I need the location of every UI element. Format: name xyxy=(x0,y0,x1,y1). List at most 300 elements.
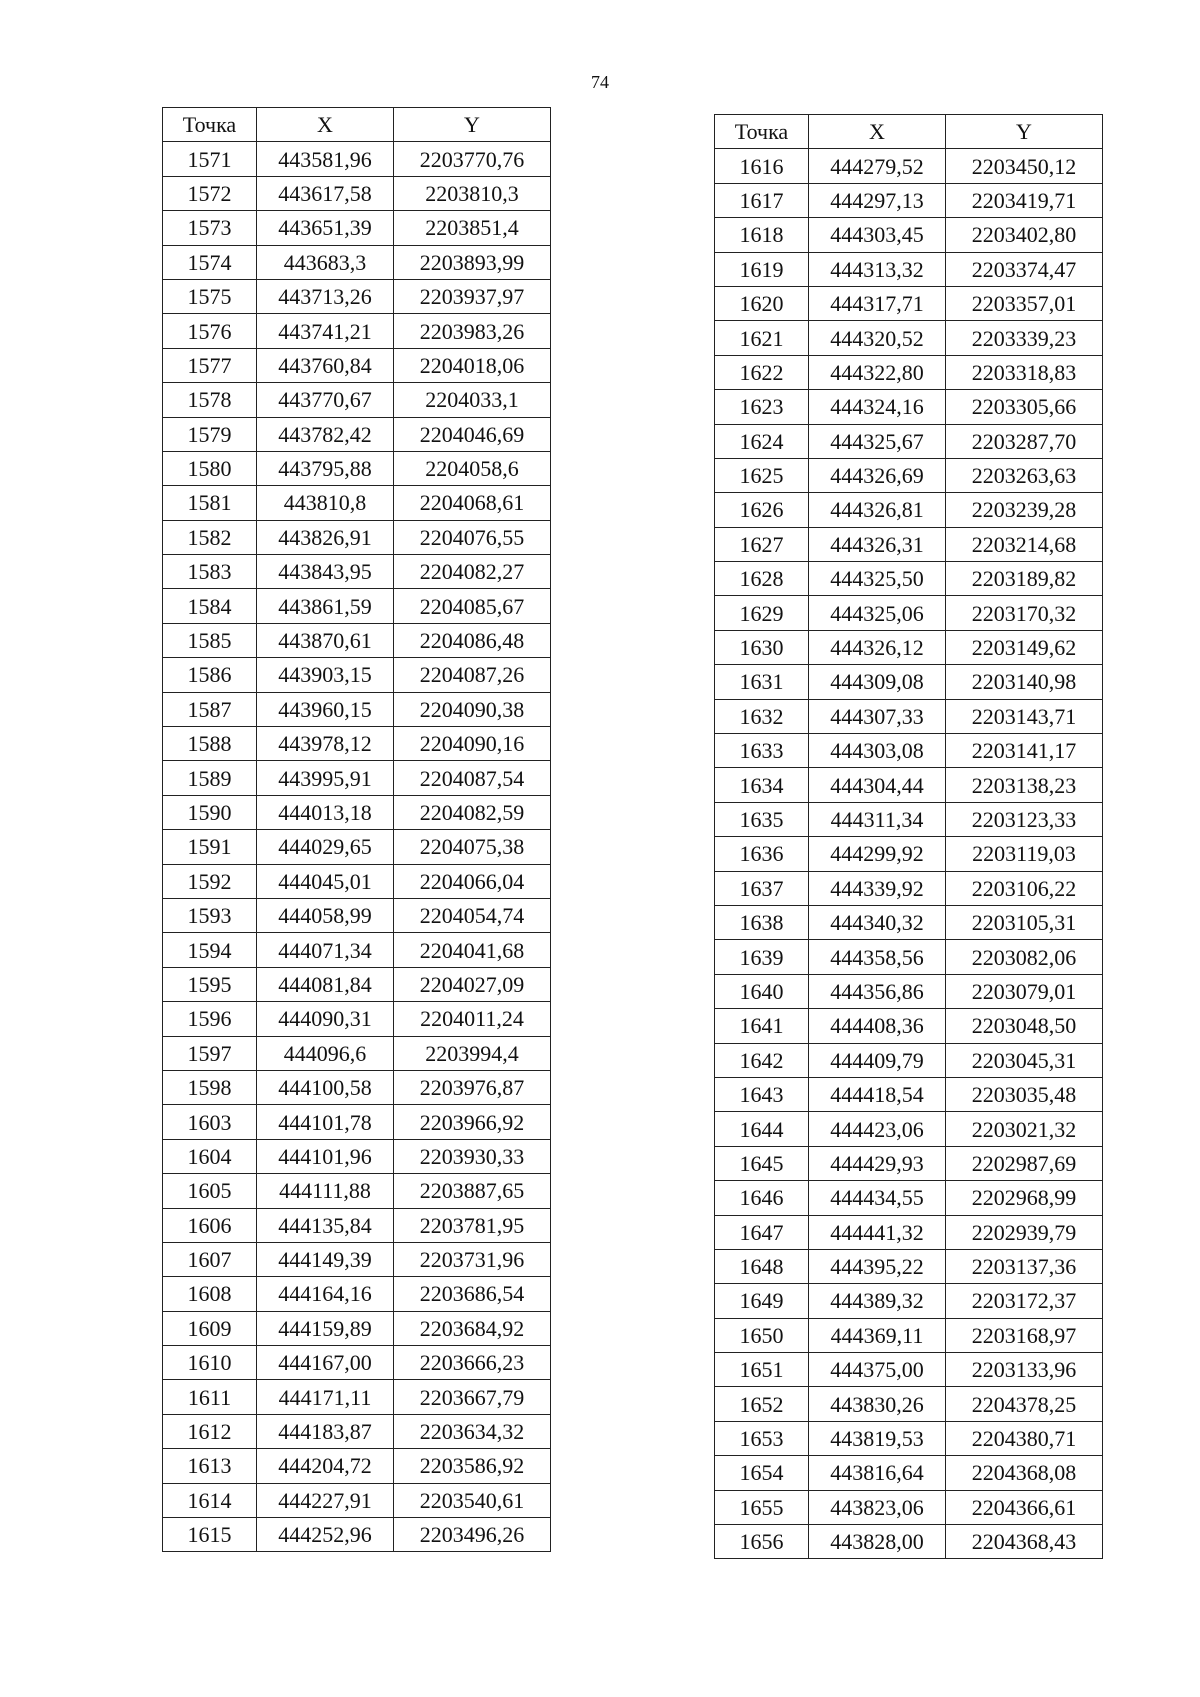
cell-point: 1636 xyxy=(715,837,809,871)
cell-y: 2203123,33 xyxy=(946,802,1103,836)
cell-y: 2204066,04 xyxy=(394,864,551,898)
cell-point: 1632 xyxy=(715,699,809,733)
table-row xyxy=(163,211,551,245)
cell-point: 1589 xyxy=(163,761,257,795)
header-x: X xyxy=(809,115,946,149)
cell-y: 2203357,01 xyxy=(946,286,1103,320)
cell-y: 2204368,08 xyxy=(946,1456,1103,1490)
cell-x: 444375,00 xyxy=(809,1353,946,1387)
cell-x: 444322,80 xyxy=(809,355,946,389)
cell-y: 2203048,50 xyxy=(946,1009,1103,1043)
cell-x: 444159,89 xyxy=(257,1311,394,1345)
cell-y: 2204086,48 xyxy=(394,623,551,657)
cell-y: 2203133,96 xyxy=(946,1353,1103,1387)
cell-point: 1629 xyxy=(715,596,809,630)
cell-point: 1634 xyxy=(715,768,809,802)
table-row xyxy=(715,458,1103,492)
cell-y: 2203189,82 xyxy=(946,562,1103,596)
table-row xyxy=(163,348,551,382)
cell-point: 1626 xyxy=(715,493,809,527)
cell-y: 2203496,26 xyxy=(394,1518,551,1552)
cell-y: 2203263,63 xyxy=(946,458,1103,492)
cell-point: 1625 xyxy=(715,458,809,492)
table-row xyxy=(163,727,551,761)
table-row xyxy=(163,1483,551,1517)
cell-x: 444326,12 xyxy=(809,630,946,664)
cell-x: 444409,79 xyxy=(809,1043,946,1077)
table-row xyxy=(715,871,1103,905)
cell-y: 2204075,38 xyxy=(394,830,551,864)
cell-point: 1576 xyxy=(163,314,257,348)
cell-y: 2203966,92 xyxy=(394,1105,551,1139)
table-row xyxy=(715,905,1103,939)
cell-x: 444389,32 xyxy=(809,1284,946,1318)
cell-point: 1622 xyxy=(715,355,809,389)
cell-x: 443843,95 xyxy=(257,555,394,589)
table-row xyxy=(715,321,1103,355)
cell-y: 2203305,66 xyxy=(946,390,1103,424)
cell-point: 1616 xyxy=(715,149,809,183)
cell-x: 443760,84 xyxy=(257,348,394,382)
cell-x: 443782,42 xyxy=(257,417,394,451)
cell-y: 2203318,83 xyxy=(946,355,1103,389)
header-point: Точка xyxy=(163,108,257,142)
cell-point: 1613 xyxy=(163,1449,257,1483)
cell-x: 444325,67 xyxy=(809,424,946,458)
cell-x: 444356,86 xyxy=(809,974,946,1008)
table-row xyxy=(163,795,551,829)
table-row xyxy=(715,1249,1103,1283)
cell-point: 1585 xyxy=(163,623,257,657)
cell-point: 1592 xyxy=(163,864,257,898)
table-header-row xyxy=(715,115,1103,149)
cell-y: 2203937,97 xyxy=(394,279,551,313)
table-row xyxy=(163,898,551,932)
cell-x: 444309,08 xyxy=(809,665,946,699)
cell-y: 2203686,54 xyxy=(394,1277,551,1311)
table-row xyxy=(163,451,551,485)
cell-x: 444101,78 xyxy=(257,1105,394,1139)
cell-x: 444204,72 xyxy=(257,1449,394,1483)
cell-point: 1627 xyxy=(715,527,809,561)
cell-x: 443581,96 xyxy=(257,142,394,176)
cell-point: 1645 xyxy=(715,1146,809,1180)
table-row xyxy=(163,1036,551,1070)
cell-point: 1594 xyxy=(163,933,257,967)
cell-x: 444299,92 xyxy=(809,837,946,871)
cell-point: 1583 xyxy=(163,555,257,589)
cell-point: 1639 xyxy=(715,940,809,974)
cell-point: 1603 xyxy=(163,1105,257,1139)
cell-y: 2204068,61 xyxy=(394,486,551,520)
cell-point: 1607 xyxy=(163,1242,257,1276)
cell-x: 444304,44 xyxy=(809,768,946,802)
cell-x: 443770,67 xyxy=(257,383,394,417)
cell-x: 443861,59 xyxy=(257,589,394,623)
cell-x: 444408,36 xyxy=(809,1009,946,1043)
cell-y: 2203810,3 xyxy=(394,176,551,210)
cell-y: 2203851,4 xyxy=(394,211,551,245)
table-row xyxy=(163,417,551,451)
cell-y: 2203402,80 xyxy=(946,218,1103,252)
cell-x: 444326,81 xyxy=(809,493,946,527)
table-row xyxy=(163,383,551,417)
cell-y: 2203374,47 xyxy=(946,252,1103,286)
cell-point: 1641 xyxy=(715,1009,809,1043)
table-row xyxy=(163,279,551,313)
cell-point: 1595 xyxy=(163,967,257,1001)
table-row xyxy=(163,1380,551,1414)
cell-y: 2204087,26 xyxy=(394,658,551,692)
table-row xyxy=(163,1070,551,1104)
cell-point: 1579 xyxy=(163,417,257,451)
table-row xyxy=(715,149,1103,183)
table-row xyxy=(163,761,551,795)
cell-y: 2203149,62 xyxy=(946,630,1103,664)
cell-point: 1578 xyxy=(163,383,257,417)
cell-point: 1590 xyxy=(163,795,257,829)
cell-point: 1652 xyxy=(715,1387,809,1421)
cell-point: 1656 xyxy=(715,1525,809,1559)
table-body-right xyxy=(715,149,1103,1559)
cell-x: 444369,11 xyxy=(809,1318,946,1352)
cell-point: 1640 xyxy=(715,974,809,1008)
cell-y: 2203419,71 xyxy=(946,183,1103,217)
cell-x: 444339,92 xyxy=(809,871,946,905)
cell-point: 1653 xyxy=(715,1421,809,1455)
cell-y: 2204011,24 xyxy=(394,1002,551,1036)
cell-y: 2204076,55 xyxy=(394,520,551,554)
header-y: Y xyxy=(394,108,551,142)
table-row xyxy=(715,527,1103,561)
cell-point: 1643 xyxy=(715,1077,809,1111)
cell-point: 1612 xyxy=(163,1414,257,1448)
cell-x: 443823,06 xyxy=(809,1490,946,1524)
table-row xyxy=(163,658,551,692)
cell-y: 2203339,23 xyxy=(946,321,1103,355)
cell-y: 2203106,22 xyxy=(946,871,1103,905)
cell-y: 2204054,74 xyxy=(394,898,551,932)
table-row xyxy=(163,967,551,1001)
cell-y: 2203770,76 xyxy=(394,142,551,176)
cell-y: 2204082,59 xyxy=(394,795,551,829)
cell-y: 2202968,99 xyxy=(946,1181,1103,1215)
table-row xyxy=(715,286,1103,320)
cell-x: 444101,96 xyxy=(257,1139,394,1173)
cell-point: 1605 xyxy=(163,1174,257,1208)
cell-x: 444358,56 xyxy=(809,940,946,974)
cell-y: 2204046,69 xyxy=(394,417,551,451)
header-y: Y xyxy=(946,115,1103,149)
cell-point: 1604 xyxy=(163,1139,257,1173)
cell-y: 2203105,31 xyxy=(946,905,1103,939)
cell-x: 443810,8 xyxy=(257,486,394,520)
cell-x: 444045,01 xyxy=(257,864,394,898)
cell-x: 444311,34 xyxy=(809,802,946,836)
cell-x: 443828,00 xyxy=(809,1525,946,1559)
table-row xyxy=(715,183,1103,217)
cell-x: 444340,32 xyxy=(809,905,946,939)
cell-y: 2203138,23 xyxy=(946,768,1103,802)
cell-y: 2204090,38 xyxy=(394,692,551,726)
table-row xyxy=(715,1112,1103,1146)
cell-y: 2203143,71 xyxy=(946,699,1103,733)
table-row xyxy=(163,486,551,520)
header-point: Точка xyxy=(715,115,809,149)
cell-point: 1580 xyxy=(163,451,257,485)
cell-point: 1633 xyxy=(715,734,809,768)
cell-x: 444303,45 xyxy=(809,218,946,252)
cell-x: 443816,64 xyxy=(809,1456,946,1490)
page-number: 74 xyxy=(591,72,609,92)
table-row xyxy=(163,1139,551,1173)
cell-point: 1575 xyxy=(163,279,257,313)
cell-point: 1635 xyxy=(715,802,809,836)
cell-x: 444325,50 xyxy=(809,562,946,596)
cell-y: 2203887,65 xyxy=(394,1174,551,1208)
cell-x: 443741,21 xyxy=(257,314,394,348)
cell-point: 1573 xyxy=(163,211,257,245)
table-row xyxy=(715,1009,1103,1043)
cell-y: 2204380,71 xyxy=(946,1421,1103,1455)
cell-y: 2203239,28 xyxy=(946,493,1103,527)
table-row xyxy=(163,1518,551,1552)
cell-x: 443870,61 xyxy=(257,623,394,657)
cell-point: 1646 xyxy=(715,1181,809,1215)
cell-point: 1623 xyxy=(715,390,809,424)
cell-point: 1648 xyxy=(715,1249,809,1283)
cell-point: 1637 xyxy=(715,871,809,905)
cell-point: 1624 xyxy=(715,424,809,458)
cell-point: 1586 xyxy=(163,658,257,692)
cell-y: 2203450,12 xyxy=(946,149,1103,183)
cell-point: 1650 xyxy=(715,1318,809,1352)
cell-point: 1593 xyxy=(163,898,257,932)
cell-y: 2203045,31 xyxy=(946,1043,1103,1077)
table-row xyxy=(163,1277,551,1311)
cell-y: 2204041,68 xyxy=(394,933,551,967)
cell-point: 1619 xyxy=(715,252,809,286)
cell-x: 444325,06 xyxy=(809,596,946,630)
cell-x: 444324,16 xyxy=(809,390,946,424)
cell-point: 1609 xyxy=(163,1311,257,1345)
coordinates-table-left xyxy=(162,107,551,1552)
cell-x: 443978,12 xyxy=(257,727,394,761)
cell-x: 443960,15 xyxy=(257,692,394,726)
cell-point: 1618 xyxy=(715,218,809,252)
cell-y: 2203082,06 xyxy=(946,940,1103,974)
cell-y: 2203731,96 xyxy=(394,1242,551,1276)
cell-y: 2204033,1 xyxy=(394,383,551,417)
table-row xyxy=(163,1311,551,1345)
table-row xyxy=(163,933,551,967)
cell-x: 444418,54 xyxy=(809,1077,946,1111)
table-row xyxy=(163,1208,551,1242)
table-row xyxy=(715,768,1103,802)
cell-point: 1642 xyxy=(715,1043,809,1077)
table-row xyxy=(715,1284,1103,1318)
table-row xyxy=(163,589,551,623)
cell-x: 444395,22 xyxy=(809,1249,946,1283)
cell-y: 2203172,37 xyxy=(946,1284,1103,1318)
cell-point: 1574 xyxy=(163,245,257,279)
table-body-left xyxy=(163,142,551,1552)
cell-point: 1572 xyxy=(163,176,257,210)
table-row xyxy=(715,1525,1103,1559)
table-row xyxy=(163,314,551,348)
cell-point: 1591 xyxy=(163,830,257,864)
cell-point: 1614 xyxy=(163,1483,257,1517)
cell-point: 1596 xyxy=(163,1002,257,1036)
cell-x: 443617,58 xyxy=(257,176,394,210)
table-row xyxy=(715,1421,1103,1455)
cell-point: 1617 xyxy=(715,183,809,217)
cell-y: 2203035,48 xyxy=(946,1077,1103,1111)
cell-y: 2203781,95 xyxy=(394,1208,551,1242)
cell-x: 444183,87 xyxy=(257,1414,394,1448)
cell-x: 444326,31 xyxy=(809,527,946,561)
cell-y: 2204018,06 xyxy=(394,348,551,382)
table-row xyxy=(715,1353,1103,1387)
table-row xyxy=(715,699,1103,733)
table-row xyxy=(715,1215,1103,1249)
cell-x: 444429,93 xyxy=(809,1146,946,1180)
cell-y: 2203930,33 xyxy=(394,1139,551,1173)
cell-y: 2203140,98 xyxy=(946,665,1103,699)
cell-x: 444279,52 xyxy=(809,149,946,183)
cell-y: 2204027,09 xyxy=(394,967,551,1001)
table-row xyxy=(715,218,1103,252)
cell-point: 1584 xyxy=(163,589,257,623)
cell-y: 2203214,68 xyxy=(946,527,1103,561)
cell-x: 444252,96 xyxy=(257,1518,394,1552)
table-row xyxy=(163,1002,551,1036)
cell-y: 2203119,03 xyxy=(946,837,1103,871)
table-row xyxy=(715,837,1103,871)
cell-y: 2204368,43 xyxy=(946,1525,1103,1559)
cell-point: 1621 xyxy=(715,321,809,355)
cell-y: 2203634,32 xyxy=(394,1414,551,1448)
cell-x: 443795,88 xyxy=(257,451,394,485)
table-row xyxy=(715,1043,1103,1077)
cell-y: 2203141,17 xyxy=(946,734,1103,768)
cell-y: 2202939,79 xyxy=(946,1215,1103,1249)
cell-y: 2203021,32 xyxy=(946,1112,1103,1146)
cell-point: 1588 xyxy=(163,727,257,761)
cell-x: 444164,16 xyxy=(257,1277,394,1311)
table-row xyxy=(715,940,1103,974)
cell-x: 444111,88 xyxy=(257,1174,394,1208)
table-row xyxy=(715,596,1103,630)
table-row xyxy=(163,142,551,176)
table-row xyxy=(163,864,551,898)
table-row xyxy=(163,830,551,864)
table-row xyxy=(163,1346,551,1380)
table-row xyxy=(715,802,1103,836)
cell-y: 2204085,67 xyxy=(394,589,551,623)
cell-point: 1581 xyxy=(163,486,257,520)
cell-x: 444090,31 xyxy=(257,1002,394,1036)
cell-x: 444100,58 xyxy=(257,1070,394,1104)
table-row xyxy=(715,1146,1103,1180)
cell-x: 443819,53 xyxy=(809,1421,946,1455)
table-row xyxy=(715,562,1103,596)
table-row xyxy=(715,1077,1103,1111)
coordinates-table-right xyxy=(714,114,1103,1559)
cell-y: 2203170,32 xyxy=(946,596,1103,630)
cell-x: 444303,08 xyxy=(809,734,946,768)
cell-point: 1628 xyxy=(715,562,809,596)
cell-point: 1651 xyxy=(715,1353,809,1387)
table-row xyxy=(715,734,1103,768)
cell-point: 1608 xyxy=(163,1277,257,1311)
cell-y: 2203168,97 xyxy=(946,1318,1103,1352)
cell-y: 2204090,16 xyxy=(394,727,551,761)
cell-point: 1655 xyxy=(715,1490,809,1524)
table-row xyxy=(163,623,551,657)
cell-point: 1587 xyxy=(163,692,257,726)
cell-y: 2203667,79 xyxy=(394,1380,551,1414)
cell-x: 444307,33 xyxy=(809,699,946,733)
table-row xyxy=(163,1174,551,1208)
cell-y: 2203137,36 xyxy=(946,1249,1103,1283)
cell-x: 444013,18 xyxy=(257,795,394,829)
table-row xyxy=(163,520,551,554)
cell-point: 1582 xyxy=(163,520,257,554)
cell-point: 1620 xyxy=(715,286,809,320)
cell-point: 1606 xyxy=(163,1208,257,1242)
cell-point: 1610 xyxy=(163,1346,257,1380)
table-row xyxy=(163,1414,551,1448)
cell-y: 2203684,92 xyxy=(394,1311,551,1345)
table-row xyxy=(715,665,1103,699)
cell-x: 443651,39 xyxy=(257,211,394,245)
cell-y: 2203287,70 xyxy=(946,424,1103,458)
cell-point: 1631 xyxy=(715,665,809,699)
cell-x: 444081,84 xyxy=(257,967,394,1001)
cell-x: 444149,39 xyxy=(257,1242,394,1276)
cell-point: 1638 xyxy=(715,905,809,939)
table-row xyxy=(715,1318,1103,1352)
cell-x: 444029,65 xyxy=(257,830,394,864)
cell-x: 444096,6 xyxy=(257,1036,394,1070)
cell-x: 443995,91 xyxy=(257,761,394,795)
cell-x: 444135,84 xyxy=(257,1208,394,1242)
cell-x: 444313,32 xyxy=(809,252,946,286)
cell-x: 444058,99 xyxy=(257,898,394,932)
table-row xyxy=(715,390,1103,424)
cell-x: 444297,13 xyxy=(809,183,946,217)
table-row xyxy=(163,245,551,279)
header-x: X xyxy=(257,108,394,142)
cell-x: 444317,71 xyxy=(809,286,946,320)
table-row xyxy=(163,176,551,210)
table-row xyxy=(715,1490,1103,1524)
cell-y: 2204378,25 xyxy=(946,1387,1103,1421)
cell-point: 1654 xyxy=(715,1456,809,1490)
cell-point: 1571 xyxy=(163,142,257,176)
cell-x: 444171,11 xyxy=(257,1380,394,1414)
cell-x: 444167,00 xyxy=(257,1346,394,1380)
cell-point: 1615 xyxy=(163,1518,257,1552)
table-row xyxy=(715,1456,1103,1490)
cell-point: 1611 xyxy=(163,1380,257,1414)
cell-y: 2203983,26 xyxy=(394,314,551,348)
cell-x: 444326,69 xyxy=(809,458,946,492)
cell-point: 1577 xyxy=(163,348,257,382)
cell-y: 2203976,87 xyxy=(394,1070,551,1104)
cell-y: 2204366,61 xyxy=(946,1490,1103,1524)
